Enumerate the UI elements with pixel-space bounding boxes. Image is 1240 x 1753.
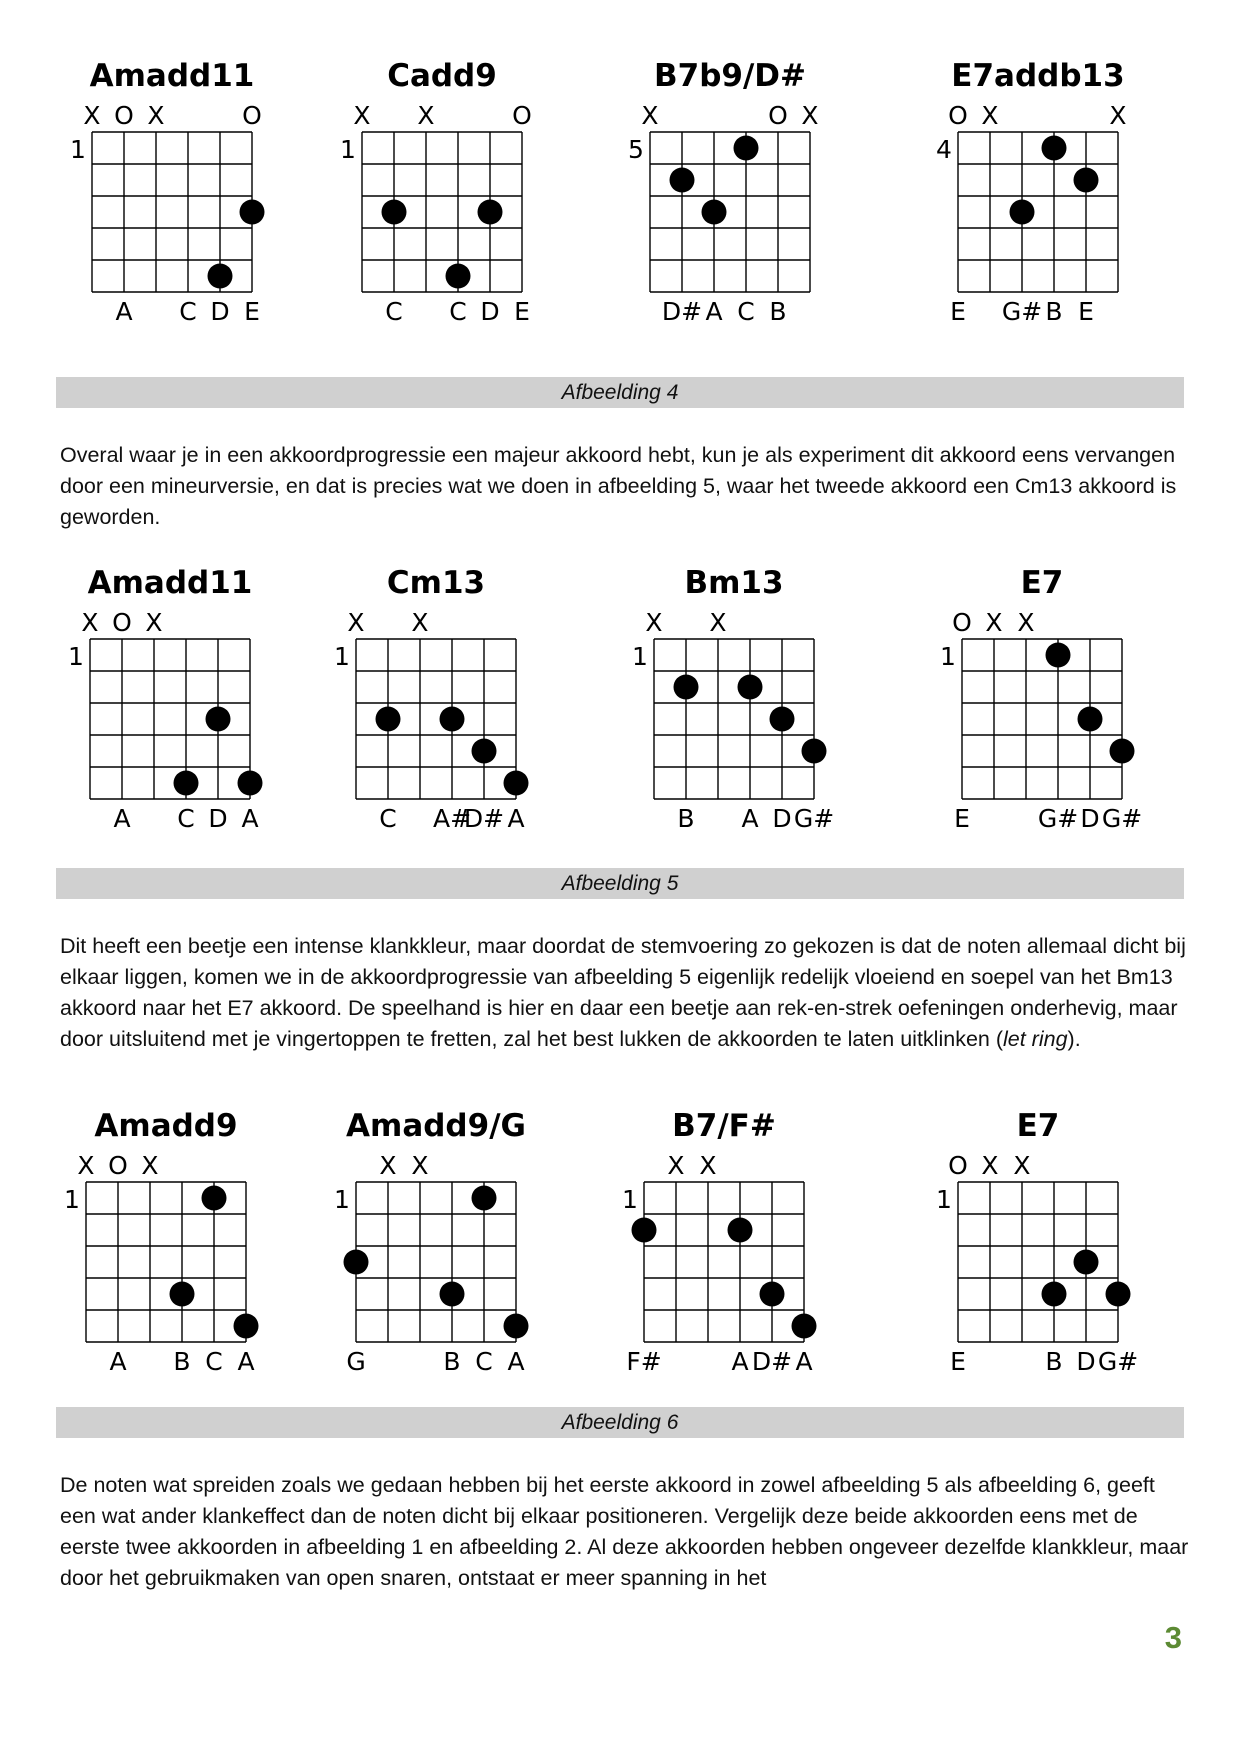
chord-name: Cm13 (386, 565, 486, 601)
note-label: A (507, 1347, 525, 1376)
fret-number: 1 (632, 642, 648, 671)
note-label: A (731, 1347, 749, 1376)
note-label: A (741, 804, 759, 833)
note-label: E (954, 804, 970, 833)
note-label: G# (1001, 297, 1043, 326)
chord-diagram (56, 1110, 276, 1410)
note-label: D (772, 804, 792, 833)
open-string-marker: O (108, 1151, 128, 1180)
chord-diagram (326, 567, 546, 867)
fret-number: 1 (622, 1185, 638, 1214)
note-label: G# (1101, 804, 1143, 833)
paragraph: Overal waar je in een akkoordprogressie een majeur akkoord hebt, kun je als experiment dit akkoord eens vervangen door een mineurversie, en dat is precies wat we doen in afbeelding 5, waar het tweede akkoord een Cm13 akkoord is geworden. (60, 443, 1177, 529)
chord-name: E7 (1016, 1108, 1060, 1144)
chord-name: E7addb13 (951, 58, 1125, 94)
chord-diagram (624, 567, 844, 867)
muted-string-marker: X (141, 1151, 159, 1180)
muted-string-marker: X (83, 101, 101, 130)
fret-number: 1 (940, 642, 956, 671)
finger-dot (504, 771, 529, 796)
note-label: E (950, 297, 966, 326)
muted-string-marker: X (981, 1151, 999, 1180)
muted-string-marker: X (147, 101, 165, 130)
note-label: A (113, 804, 131, 833)
muted-string-marker: X (1013, 1151, 1031, 1180)
note-label: C (475, 1347, 493, 1376)
chord-diagram (620, 60, 840, 360)
note-label: A# (432, 804, 472, 833)
note-label: C (379, 804, 397, 833)
finger-dot (202, 1186, 227, 1211)
chord-name: Cadd9 (387, 58, 497, 94)
note-label: C (737, 297, 755, 326)
muted-string-marker: X (379, 1151, 397, 1180)
muted-string-marker: X (801, 101, 819, 130)
chord-name: E7 (1020, 565, 1064, 601)
finger-dot (174, 771, 199, 796)
note-label: D (1076, 1347, 1096, 1376)
chord-name: Amadd11 (87, 565, 253, 601)
note-label: A (115, 297, 133, 326)
open-string-marker: O (768, 101, 788, 130)
muted-string-marker: X (1017, 608, 1035, 637)
finger-dot (674, 675, 699, 700)
chord-diagram (932, 567, 1152, 867)
finger-dot (1074, 168, 1099, 193)
open-string-marker: O (952, 608, 972, 637)
note-label: G# (1037, 804, 1079, 833)
muted-string-marker: X (667, 1151, 685, 1180)
muted-string-marker: X (699, 1151, 717, 1180)
finger-dot (770, 707, 795, 732)
fret-number: 1 (340, 135, 356, 164)
note-label: D# (751, 1347, 793, 1376)
finger-dot (760, 1282, 785, 1307)
chord-diagram (62, 60, 282, 360)
note-label: A (795, 1347, 813, 1376)
muted-string-marker: X (77, 1151, 95, 1180)
figure-caption: Afbeelding 6 (56, 1407, 1184, 1438)
note-label: G (346, 1347, 366, 1376)
finger-dot (802, 739, 827, 764)
muted-string-marker: X (1109, 101, 1127, 130)
note-label: B (769, 297, 787, 326)
let-ring-italic: let ring (1003, 1027, 1068, 1051)
note-label: D# (661, 297, 703, 326)
note-label: C (205, 1347, 223, 1376)
finger-dot (238, 771, 263, 796)
note-label: C (449, 297, 467, 326)
fret-number: 4 (936, 135, 952, 164)
fret-number: 5 (628, 135, 644, 164)
finger-dot (670, 168, 695, 193)
note-label: G# (793, 804, 835, 833)
note-label: A (705, 297, 723, 326)
finger-dot (446, 264, 471, 289)
finger-dot (1078, 707, 1103, 732)
open-string-marker: O (114, 101, 134, 130)
muted-string-marker: X (645, 608, 663, 637)
fret-number: 1 (334, 1185, 350, 1214)
paragraph: De noten wat spreiden zoals we gedaan hebben bij het eerste akkoord in zowel afbeelding 5 als afbeelding 6, geeft een wat ander klankeffect dan de noten dicht bij elkaar positioneren. Vergelijk deze beide akkoorden eens met de eerste twee akkoorden in afbeelding 1 en afbeelding 2. Al deze akkoorden hebben ongeveer dezelfde klankkleur, maar door het gebruikmaken van open snaren, ontstaat er meer spanning in het (60, 1473, 1189, 1590)
muted-string-marker: X (641, 101, 659, 130)
note-label: D (210, 297, 230, 326)
muted-string-marker: X (347, 608, 365, 637)
chord-name: B7b9/D# (654, 58, 806, 94)
muted-string-marker: X (81, 608, 99, 637)
finger-dot (478, 200, 503, 225)
finger-dot (240, 200, 265, 225)
paragraph-text: Dit heeft een beetje een intense klankkleur, maar doordat de stemvoering zo gekozen is dat de noten allemaal dicht bij elkaar liggen, komen we in de akkoordprogressie van afbeelding 5 eigenlijk redelijk vloeiend en soepel van het Bm13 akkoord naar het E7 akkoord. De speelhand is hier en daar een beetje aan rek-en-strek oefeningen onderhevig, maar door uitsluitend met je vingertoppen te fretten, zal het best lukken de akkoorden te laten uitklinken ( (60, 934, 1186, 1051)
chord-diagram (928, 1110, 1148, 1410)
figure-caption: Afbeelding 5 (56, 868, 1184, 899)
finger-dot (1110, 739, 1135, 764)
fret-number: 1 (64, 1185, 80, 1214)
note-label: A (507, 804, 525, 833)
finger-dot (1046, 643, 1071, 668)
note-label: B (1045, 297, 1063, 326)
finger-dot (472, 739, 497, 764)
finger-dot (728, 1218, 753, 1243)
finger-dot (792, 1314, 817, 1339)
figure-caption: Afbeelding 4 (56, 377, 1184, 408)
note-label: D (1080, 804, 1100, 833)
chord-name: B7/F# (672, 1108, 776, 1144)
note-label: B (173, 1347, 191, 1376)
finger-dot (702, 200, 727, 225)
finger-dot (504, 1314, 529, 1339)
muted-string-marker: X (145, 608, 163, 637)
open-string-marker: O (948, 101, 968, 130)
note-label: D (480, 297, 500, 326)
finger-dot (1074, 1250, 1099, 1275)
note-label: B (1045, 1347, 1063, 1376)
paragraph-end: ). (1067, 1027, 1081, 1051)
note-label: D# (463, 804, 505, 833)
open-string-marker: O (242, 101, 262, 130)
finger-dot (440, 707, 465, 732)
finger-dot (344, 1250, 369, 1275)
note-label: E (514, 297, 530, 326)
fret-number: 1 (334, 642, 350, 671)
finger-dot (170, 1282, 195, 1307)
note-label: D (208, 804, 228, 833)
muted-string-marker: X (417, 101, 435, 130)
muted-string-marker: X (709, 608, 727, 637)
finger-dot (1042, 136, 1067, 161)
chord-diagram (60, 567, 280, 867)
finger-dot (1042, 1282, 1067, 1307)
finger-dot (382, 200, 407, 225)
note-label: B (677, 804, 695, 833)
finger-dot (1106, 1282, 1131, 1307)
paragraph (60, 931, 1190, 1055)
fret-number: 1 (68, 642, 84, 671)
finger-dot (206, 707, 231, 732)
chord-diagram (928, 60, 1148, 360)
note-label: C (177, 804, 195, 833)
finger-dot (1010, 200, 1035, 225)
note-label: C (179, 297, 197, 326)
note-label: E (1078, 297, 1094, 326)
muted-string-marker: X (985, 608, 1003, 637)
note-label: A (241, 804, 259, 833)
note-label: E (950, 1347, 966, 1376)
finger-dot (632, 1218, 657, 1243)
fret-number: 1 (936, 1185, 952, 1214)
note-label: E (244, 297, 260, 326)
open-string-marker: O (112, 608, 132, 637)
note-label: F# (626, 1347, 662, 1376)
note-label: A (237, 1347, 255, 1376)
chord-diagram (332, 60, 552, 360)
finger-dot (440, 1282, 465, 1307)
note-label: C (385, 297, 403, 326)
note-label: A (109, 1347, 127, 1376)
muted-string-marker: X (411, 608, 429, 637)
chord-name: Amadd9/G (346, 1108, 526, 1144)
finger-dot (376, 707, 401, 732)
note-label: G# (1097, 1347, 1139, 1376)
finger-dot (738, 675, 763, 700)
finger-dot (234, 1314, 259, 1339)
page-number: 3 (1164, 1620, 1182, 1655)
chord-name: Amadd9 (94, 1108, 238, 1144)
finger-dot (208, 264, 233, 289)
finger-dot (472, 1186, 497, 1211)
open-string-marker: O (512, 101, 532, 130)
chord-name: Bm13 (684, 565, 784, 601)
fret-number: 1 (70, 135, 86, 164)
chord-diagram (614, 1110, 834, 1410)
finger-dot (734, 136, 759, 161)
muted-string-marker: X (353, 101, 371, 130)
open-string-marker: O (948, 1151, 968, 1180)
note-label: B (443, 1347, 461, 1376)
muted-string-marker: X (981, 101, 999, 130)
chord-diagram (326, 1110, 546, 1410)
chord-name: Amadd11 (89, 58, 255, 94)
muted-string-marker: X (411, 1151, 429, 1180)
